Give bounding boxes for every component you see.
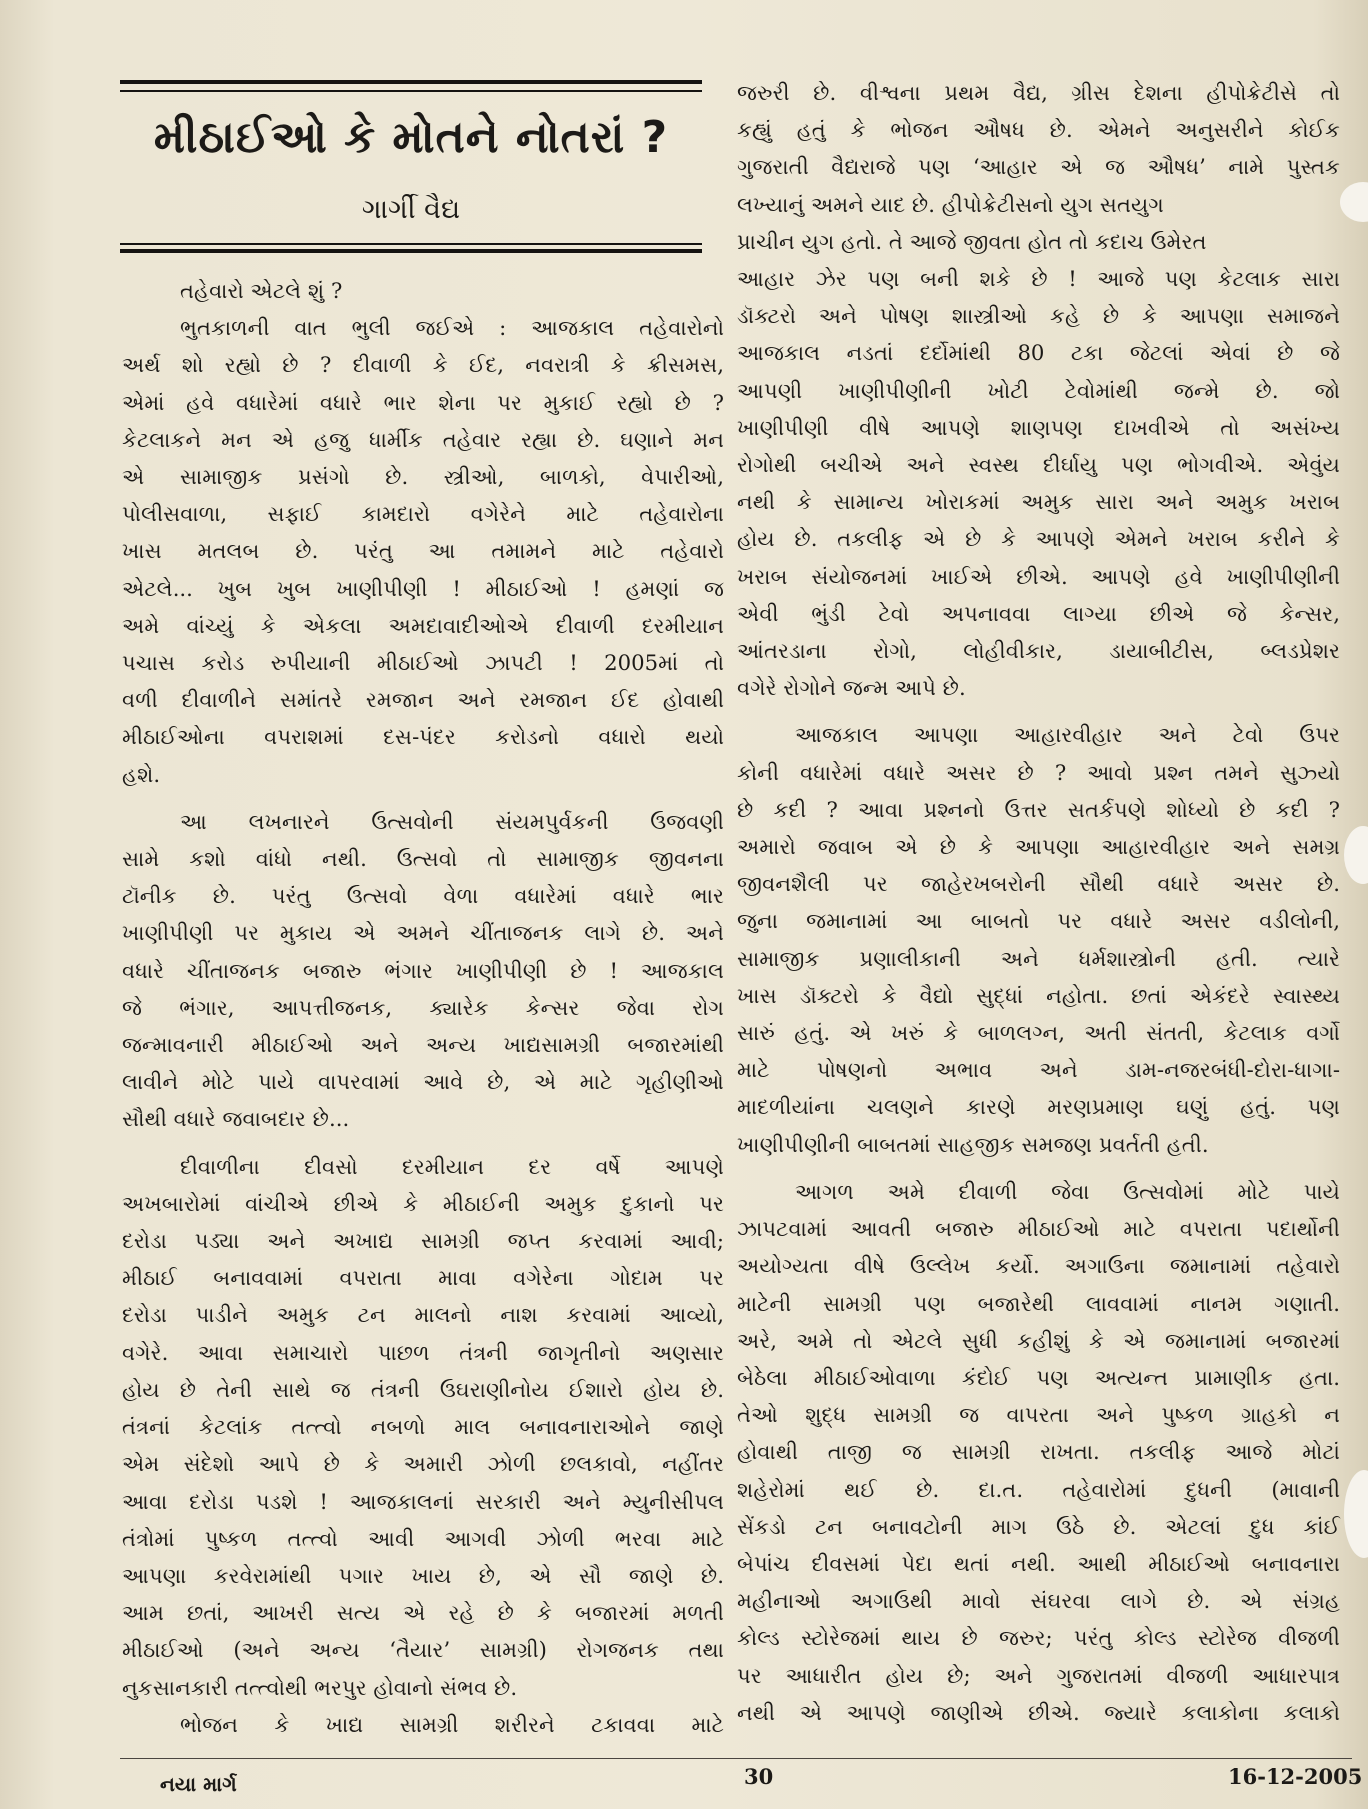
paragraph-line: હોય છે તેની સાથે જ તંત્રની ઉઘરાણીનોય ઈશારો હોય છે. <box>122 1376 724 1402</box>
paragraph-line: સૌથી વધારે જવાબદાર છે... <box>122 1106 350 1132</box>
paragraph-line: નુકસાનકારી તત્ત્વોથી ભરપુર હોવાનો સંભવ છે. <box>122 1674 518 1700</box>
paragraph-line: એ સામાજીક પ્રસંગો છે. સ્ત્રીઓ, બાળકો, વેપારીઓ, <box>122 464 724 490</box>
paragraph-line: આહાર ઝેર પણ બની શકે છે ! આજે પણ કેટલાક સારા <box>737 266 1340 292</box>
paragraph-line: આજકાલ આપણા આહારવીહાર અને ટેવો ઉપર <box>795 722 1340 748</box>
paragraph-line: એવી ભુંડી ટેવો અપનાવવા લાગ્યા છીએ જે કેન્સર, <box>737 600 1340 626</box>
paragraph-line: અમારો જવાબ એ છે કે આપણા આહારવીહાર અને સમગ્ર <box>737 834 1340 860</box>
paragraph-line: અરે, અમે તો એટલે સુધી કહીશું કે એ જમાનામાં બજારમાં <box>737 1327 1340 1353</box>
paragraph-line: મીઠાઈ બનાવવામાં વપરાતા માવા વગેરેના ગોદામ પર <box>122 1265 724 1291</box>
paragraph-line: સામાજીક પ્રણાલીકાની અને ધર્મશાસ્ત્રોની હતી. ત્યારે <box>737 945 1340 971</box>
paragraph-line: ટૉનીક છે. પરંતુ ઉત્સવો વેળા વધારેમાં વધારે ભાર <box>122 883 724 909</box>
paragraph-line: જરુરી છે. વીશ્વના પ્રથમ વૈદ્ય, ગ્રીસ દેશના હીપોક્રેટીસે તો <box>737 80 1340 105</box>
article-title: મીઠાઈઓ કે મોતને નોતરાં ? <box>153 112 669 163</box>
paragraph-line: આપણી ખાણીપીણીની ખોટી ટેવોમાંથી જન્મે છે. જો <box>737 377 1340 403</box>
paragraph-line: સારું હતું. એ ખરું કે બાળલગ્ન, અતી સંતતી, કેટલાક વર્ગો <box>737 1020 1340 1046</box>
paragraph-line: દરોડા પાડીને અમુક ટન માલનો નાશ કરવામાં આવ્યો, <box>122 1302 724 1328</box>
paragraph-line: તંત્રનાં કેટલાંક તત્ત્વો નબળો માલ બનાવનારાઓને જાણે <box>122 1414 724 1440</box>
paragraph-line: કેટલાકને મન એ હજુ ધાર્મીક તહેવાર રહ્યા છે. ઘણાને મન <box>122 426 724 452</box>
paragraph-line: હોવાથી તાજી જ સામગ્રી રાખતા. તકલીફ આજે મોટાં <box>737 1439 1340 1465</box>
paragraph-line: માદળીયાંના ચલણને કારણે મરણપ્રમાણ ઘણું હતું. પણ <box>737 1094 1340 1120</box>
paragraph-line: ઝાપટવામાં આવતી બજારુ મીઠાઈઓ માટે વપરાતા પદાર્થોની <box>737 1216 1340 1242</box>
paragraph-line: કહ્યું હતું કે ભોજન ઔષધ છે. એમને અનુસરીને કોઈક <box>737 117 1340 143</box>
paragraph-line: અખબારોમાં વાંચીએ છીએ કે મીઠાઈની અમુક દુકાનો પર <box>122 1190 724 1216</box>
paragraph-line: આપણા કરવેરામાંથી પગાર ખાય છે, એ સૌ જાણે છે. <box>122 1562 724 1588</box>
paragraph-line: માટે પોષણનો અભાવ અને ડામ-નજરબંધી-દોરા-ધાગા- <box>737 1057 1340 1083</box>
paragraph-line: વળી દીવાળીને સમાંતરે રમજાન અને રમજાન ઈદ હોવાથી <box>122 687 724 713</box>
title-top-rule <box>120 80 702 84</box>
paragraph-line: કોલ્ડ સ્ટોરેજમાં થાય છે જરુર; પરંતુ કોલ્ડ સ્ટોરેજ વીજળી <box>737 1625 1340 1651</box>
paragraph-line: આવા દરોડા પડશે ! આજકાલનાં સરકારી અને મ્યુનીસીપલ <box>122 1488 724 1514</box>
paragraph-line: રોગોથી બચીએ અને સ્વસ્થ દીર્ઘાયુ પણ ભોગવીએ. એવુંય <box>737 452 1340 478</box>
paragraph-line: દરોડા પડ્યા અને અખાદ્ય સામગ્રી જપ્ત કરવામાં આવી; <box>122 1228 724 1254</box>
publication-name: નયા માર્ગ <box>160 1772 237 1796</box>
paragraph-line: પોલીસવાળા, સફાઈ કામદારો વગેરેને માટે તહેવારોના <box>122 501 724 527</box>
paragraph-line: જે ભંગાર, આપત્તીજનક, ક્યારેક કેન્સર જેવા રોગ <box>122 994 724 1020</box>
paragraph-line: પચાસ કરોડ રુપીયાની મીઠાઈઓ ઝાપટી ! 2005માં તો <box>122 650 724 676</box>
paragraph-line: એટલે... ખુબ ખુબ ખાણીપીણી ! મીઠાઈઓ ! હમણાં જ <box>122 575 724 601</box>
paper-tear <box>1340 182 1368 222</box>
footer-rule <box>120 1758 1352 1759</box>
paragraph-line: સેંકડો ટન બનાવટોની માગ ઉઠે છે. એટલાં દુધ કાંઈ <box>737 1513 1340 1539</box>
paragraph-line: વગેરે રોગોને જન્મ આપે છે. <box>737 675 966 701</box>
title-top-rule-thin <box>120 90 702 92</box>
paragraph-line: સામે કશો વાંધો નથી. ઉત્સવો તો સામાજીક જીવનના <box>122 846 724 872</box>
article-author: ગાર્ગી વૈદ્ય <box>361 194 461 225</box>
paragraph-line: માટેની સામગ્રી પણ બજારેથી લાવવામાં નાનમ ગણાતી. <box>737 1290 1340 1316</box>
paragraph-line: પ્રાચીન યુગ હતો. તે આજે જીવતા હોત તો કદાચ ઉમેરત <box>737 228 1207 254</box>
paragraph-line: અમે વાંચ્યું કે એકલા અમદાવાદીઓએ દીવાળી દરમીયાન <box>122 612 724 638</box>
paragraph-line: બેપાંચ દીવસમાં પેદા થતાં નથી. આથી મીઠાઈઓ બનાવનારા <box>737 1550 1340 1576</box>
paragraph-line: ભોજન કે ખાદ્ય સામગ્રી શરીરને ટકાવવા માટે <box>180 1711 724 1737</box>
paragraph-line: વધારે ચીંતાજનક બજારુ ભંગાર ખાણીપીણી છે ! આજકાલ <box>122 957 724 983</box>
paragraph-line: અયોગ્યતા વીષે ઉલ્લેખ કર્યો. અગાઉના જમાનામાં તહેવારો <box>737 1253 1340 1279</box>
paragraph-line: મહીનાઓ અગાઉથી માવો સંઘરવા લાગે છે. એ સંગ્રહ <box>737 1588 1340 1614</box>
paragraph-line: તંત્રોમાં પુષ્કળ તત્ત્વો આવી આગવી ઝોળી ભરવા માટે <box>122 1525 724 1551</box>
paragraph-line: લાવીને મોટે પાયે વાપરવામાં આવે છે, એ માટે ગૃહીણીઓ <box>122 1069 724 1095</box>
paragraph-line: ખાસ મતલબ છે. પરંતુ આ તમામને માટે તહેવારો <box>122 538 724 564</box>
paragraph-line: નથી કે સામાન્ય ખોરાકમાં અમુક સારા અને અમુક ખરાબ <box>737 489 1340 515</box>
paragraph-line: લખ્યાનું અમને યાદ છે. હીપોક્રેટીસનો યુગ સતયુગ <box>737 191 1164 217</box>
page-number: 30 <box>744 1764 774 1789</box>
title-bottom-rule <box>120 249 702 253</box>
paragraph-line: ખાસ ડૉક્ટરો કે વૈદ્યો સુદ્ધાં નહોતા. છતાં એકંદરે સ્વાસ્થ્ય <box>737 982 1340 1008</box>
paragraph-line: તહેવારો એટલે શું ? <box>180 278 343 303</box>
paragraph-line: બેઠેલા મીઠાઈઓવાળા કંદોઈ પણ અત્યન્ત પ્રામાણીક હતા. <box>737 1364 1340 1390</box>
paragraph-line: પર આધારીત હોય છે; અને ગુજરાતમાં વીજળી આધારપાત્ર <box>737 1662 1340 1688</box>
paragraph-line: કોની વધારેમાં વધારે અસર છે ? આવો પ્રશ્ન તમને સુઝ્યો <box>737 759 1340 785</box>
issue-date: 16-12-2005 <box>1228 1764 1363 1789</box>
left-column <box>122 272 724 1743</box>
paragraph-line: આમ છતાં, આખરી સત્ય એ રહે છે કે બજારમાં મળતી <box>122 1600 724 1626</box>
paragraph-line: ડૉક્ટરો અને પોષણ શાસ્ત્રીઓ કહે છે કે આપણા સમાજને <box>737 303 1340 329</box>
paragraph-line: આજકાલ નડતાં દર્દોમાંથી 80 ટકા જેટલાં એવાં છે જે <box>737 340 1340 366</box>
paragraph-line: આંતરડાના રોગો, લોહીવીકાર, ડાયાબીટીસ, બ્લડપ્રેશર <box>737 638 1340 664</box>
paragraph-line: ખાણીપીણી પર મુકાય એ અમને ચીંતાજનક લાગે છે. અને <box>122 920 724 946</box>
paragraph-line: મીઠાઈઓના વપરાશમાં દસ-પંદર કરોડનો વધારો થયો <box>122 724 724 750</box>
paragraph-line: અર્થ શો રહ્યો છે ? દીવાળી કે ઈદ, નવરાત્રી કે ક્રીસમસ, <box>122 352 724 378</box>
paragraph-line: આગળ અમે દીવાળી જેવા ઉત્સવોમાં મોટે પાયે <box>795 1178 1340 1204</box>
paragraph-line: હશે. <box>122 761 161 787</box>
paragraph-line: હોય છે. તકલીફ એ છે કે આપણે એમને ખરાબ કરીને કે <box>737 526 1340 552</box>
paragraph-line: છે કદી ? આવા પ્રશ્નનો ઉત્તર સતર્કપણે શોધ્યો છે કદી ? <box>737 796 1340 822</box>
paragraph-line: શહેરોમાં થઈ છે. દા.ત. તહેવારોમાં દુધની (માવાની <box>737 1476 1340 1502</box>
paragraph-line: ખાણીપીણી વીષે આપણે શાણપણ દાખવીએ તો અસંખ્ય <box>737 414 1340 440</box>
right-column <box>737 74 1340 1731</box>
paragraph-line: મીઠાઈઓ (અને અન્ય ‘તૈયાર’ સામગ્રી) રોગજનક તથા <box>122 1637 724 1663</box>
paragraph-line: આ લખનારને ઉત્સવોની સંયમપુર્વકની ઉજવણી <box>180 808 724 834</box>
paragraph-line: ખાણીપીણીની બાબતમાં સાહજીક સમજણ પ્રવર્તતી હતી. <box>737 1131 1209 1157</box>
paragraph-line: જન્માવનારી મીઠાઈઓ અને અન્ય ખાદ્યસામગ્રી બજારમાંથી <box>122 1032 724 1058</box>
title-bottom-rule-thin <box>120 243 702 245</box>
paragraph-line: એમ સંદેશો આપે છે કે અમારી ઝોળી છલકાવો, નહીંતર <box>122 1451 724 1477</box>
paragraph-line: ગુજરાતી વૈદ્યરાજે પણ ‘આહાર એ જ ઔષધ’ નામે પુસ્તક <box>737 154 1340 180</box>
paragraph-line: ખરાબ સંયોજનમાં ખાઈએ છીએ. આપણે હવે ખાણીપીણીની <box>737 563 1340 589</box>
paragraph-line: વગેરે. આવા સમાચારો પાછળ તંત્રની જાગૃતીનો અણસાર <box>122 1339 724 1365</box>
paper-tear <box>1344 826 1368 884</box>
paragraph-line: જીવનશૈલી પર જાહેરખબરોની સૌથી વધારે અસર છે. <box>737 871 1340 897</box>
paragraph-line: એમાં હવે વધારેમાં વધારે ભાર શેના પર મુકાઈ રહ્યો છે ? <box>122 389 724 415</box>
paragraph-line: જુના જમાનામાં આ બાબતો પર વધારે અસર વડીલોની, <box>737 908 1340 934</box>
paragraph-line: ભુતકાળની વાત ભુલી જઈએ : આજકાલ તહેવારોનો <box>180 315 724 341</box>
paragraph-line: નથી એ આપણે જાણીએ છીએ. જ્યારે કલાકોના કલાકો <box>737 1699 1340 1725</box>
paper-tear <box>1344 1470 1368 1558</box>
paragraph-line: તેઓ શુદ્ધ સામગ્રી જ વાપરતા અને પુષ્કળ ગ્રાહકો ન <box>737 1402 1340 1428</box>
paragraph-line: દીવાળીના દીવસો દરમીયાન દર વર્ષે આપણે <box>180 1153 724 1179</box>
